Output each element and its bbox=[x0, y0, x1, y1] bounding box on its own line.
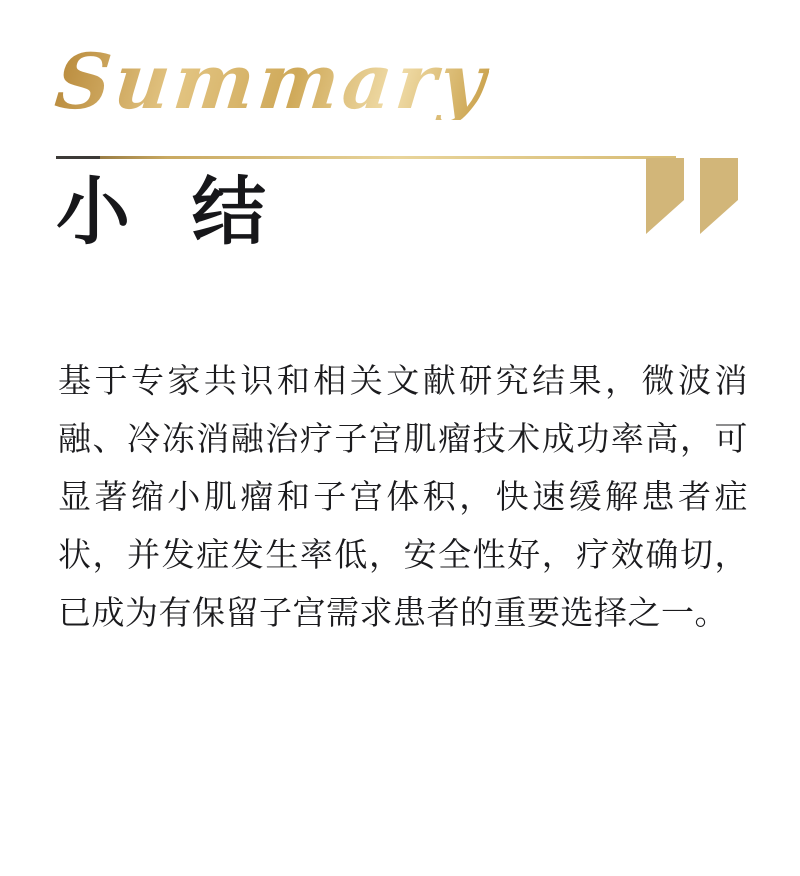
quote-mark-right-bar bbox=[700, 158, 738, 234]
script-title: Summary bbox=[51, 37, 494, 126]
quote-mark-left-bar bbox=[646, 158, 684, 234]
page-title: 小 结 bbox=[56, 169, 284, 255]
body-section bbox=[58, 352, 748, 642]
slide-header bbox=[0, 0, 800, 300]
gold-divider bbox=[56, 156, 676, 159]
quote-mark-icon bbox=[646, 158, 742, 234]
summary-paragraph: 基于专家共识和相关文献研究结果，微波消融、冷冻消融治疗子宫肌瘤技术成功率高，可显著缩小肌瘤和子宫体积，快速缓解患者症状，并发症发生率低，安全性好，疗效确切，已成为有保留子宫需求患者的重要选择之一。 bbox=[58, 361, 748, 632]
